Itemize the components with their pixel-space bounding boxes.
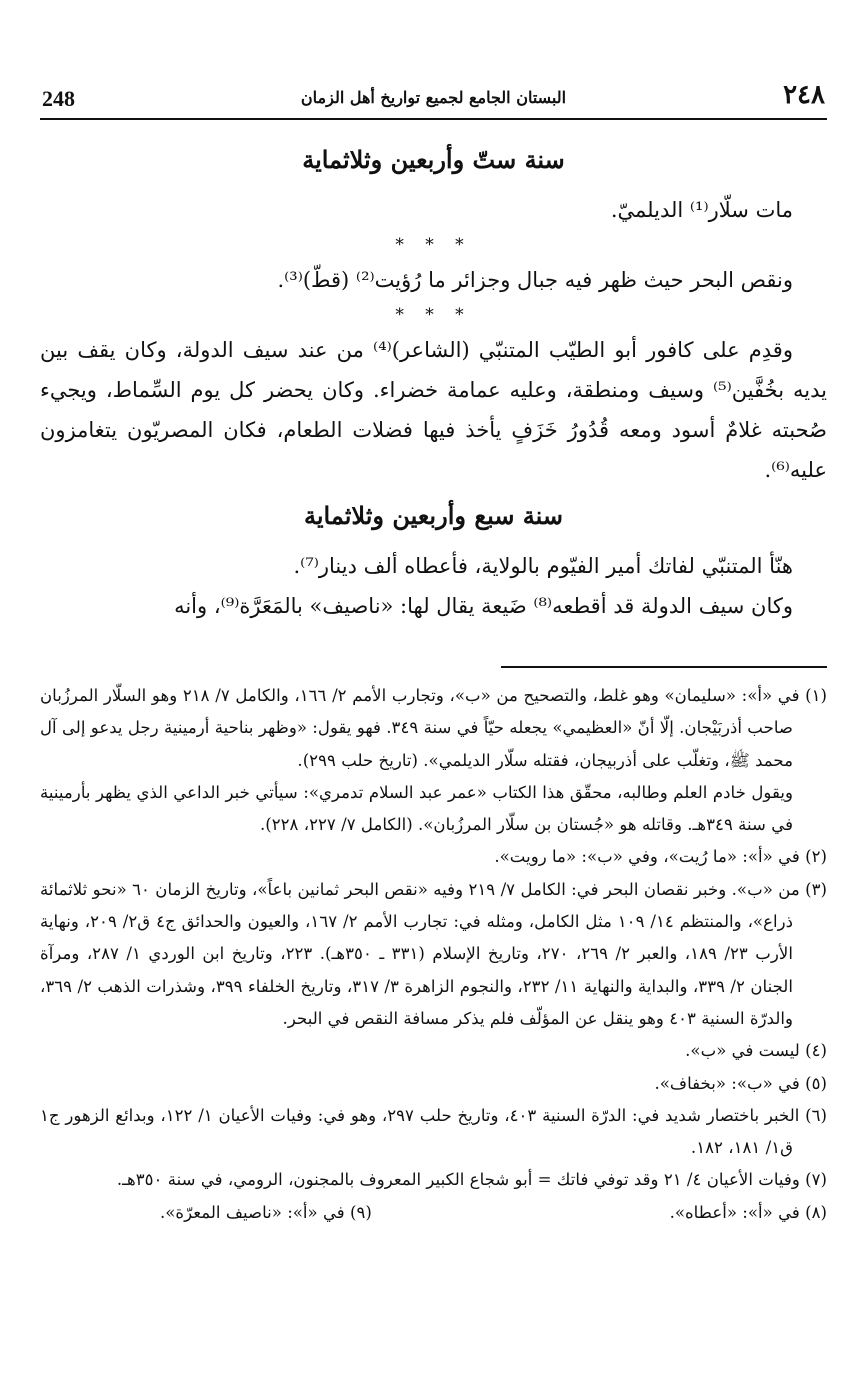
footnote-2: (٢) في «أ»: «ما رُيت»، وفي «ب»: «ما رويت». bbox=[494, 847, 827, 867]
running-header bbox=[40, 78, 827, 120]
footnote-5: (٥) في «ب»: «بخفاف». bbox=[654, 1073, 827, 1093]
paragraph-sallar: مات سلّار⁽¹⁾ الديلميّ. bbox=[610, 198, 793, 222]
footnote-1-continued: ويقول خادم العلم وطالبه، محقّق هذا الكتاب «عمر عبد السلام تدمري»: سيأتي خبر الداعي الذي يظهر بأرمينية في سنة ٣٤٩هـ. وقاتله هو «جُستان بن سلّار المرزُبان». (الكامل ٧/ ٢٢٧، ٢٢٨). bbox=[40, 782, 793, 835]
book-title: البستان الجامع لجميع تواريخ أهل الزمان bbox=[300, 88, 567, 107]
section-separator: * * * bbox=[395, 305, 472, 325]
footnote-9: (٩) في «أ»: «ناصيف المعرّة». bbox=[160, 1202, 372, 1222]
footnote-4: (٤) ليست في «ب». bbox=[685, 1041, 827, 1061]
footnotes bbox=[40, 680, 827, 1229]
footnote-divider bbox=[501, 666, 827, 668]
footnote-3: (٣) من «ب». وخبر نقصان البحر في: الكامل ٧/ ٢١٩ وفيه «نقص البحر ثمانين باعاً»، وتاريخ الزمان ٦٠ «نحو ثلاثمائة ذراع»، والمنتظم ١٤/ ١٠٩ مثل الكامل، ومثله في: تجارب الأمم ٢/ ١٦٧، والعيون والحدائق ج٤ ق٢/ ٢٠٩، ونهاية الأرب ٢٣/ ١٨٩، والعبر ٢/ ٢٦٩، ٢٧٠، وتاريخ الإسلام (٣٣١ ـ ٣٥٠هـ). ٢٢٣، وتاريخ ابن الوردي ١/ ٢٨٧، ومرآة الجنان ٢/ ٣٣٩، والبداية والنهاية ١١/ ٢٣٢، والنجوم الزاهرة ٣/ ٣١٧، وتاريخ الخلفاء ٣٩٩، وشذرات الذهب ٢/ ٣٦٩، والدرّة السنية ٤٠٣ وهو ينقل عن المؤلّف فلم يذكر مسافة النقص في البحر. bbox=[40, 879, 827, 1028]
paragraph-sea: ونقص البحر حيث ظهر فيه جبال وجزائر ما رُؤيت⁽²⁾ (قطّ)⁽³⁾. bbox=[277, 268, 793, 292]
footnote-1: (١) في «أ»: «سليمان» وهو غلط، والتصحيح من «ب»، وتجارب الأمم ٢/ ١٦٦، والكامل ٧/ ٢١٨ وهو السلّار المرزُبان صاحب أذربَيْجان. إلّا أنّ «العظيمي» يجعله حيّاً في سنة ٣٤٩. فهو يقول: «وظهر بناحية أرمينية رجل يدعو إلى آل محمد ﷺ، وتغلّب على أذربيجان، فقتله سلّار الديلمي». (تاريخ حلب ٢٩٩). bbox=[40, 686, 828, 770]
section-separator: * * * bbox=[395, 235, 472, 255]
paragraph-sayf-aldawla: وكان سيف الدولة قد أقطعه⁽⁸⁾ ضَيعة يقال لها: «ناصيف» بالمَعَرَّة⁽⁹⁾، وأنه bbox=[174, 594, 793, 618]
page-number-arabic: ٢٤٨ bbox=[783, 80, 825, 110]
footnote-8: (٨) في «أ»: «أعطاه». bbox=[669, 1202, 827, 1222]
paragraph-mutanabbi: وقدِم على كافور أبو الطيّب المتنبّي (الشاعر)⁽⁴⁾ من عند سيف الدولة، وكان يقف بين يديه بخُفَّين⁽⁵⁾ وسيف ومنطقة، وعليه عمامة خضراء. وكان يحضر كل يوم السِّماط، ويجيء صُحبته غلامٌ أسود ومعه قُدُورُ خَزَفٍ يأخذ فيها فضلات الطعام، فكان المصريّون يتغامزون عليه⁽⁶⁾. bbox=[40, 338, 827, 482]
paragraph-fatik: هنّأ المتنبّي لفاتك أمير الفيّوم بالولاية، فأعطاه ألف دينار⁽⁷⁾. bbox=[293, 554, 793, 578]
year-heading-346: سنة ستّ وأربعين وثلاثماية bbox=[302, 145, 565, 174]
main-text bbox=[40, 140, 827, 626]
footnote-6: (٦) الخبر باختصار شديد في: الدرّة السنية ٤٠٣، وتاريخ حلب ٢٩٧، وهو في: وفيات الأعيان ١/ ١٢٢، وبدائع الزهور ج١ ق١/ ١٨١، ١٨٢. bbox=[40, 1105, 827, 1158]
year-heading-347: سنة سبع وأربعين وثلاثماية bbox=[303, 501, 564, 530]
footnotes-8-9 bbox=[40, 1197, 827, 1229]
footnote-7: (٧) وفيات الأعيان ٤/ ٢١ وقد توفي فاتك = أبو شجاع الكبير المعروف بالمجنون، الرومي، في سنة ٣٥٠هـ. bbox=[116, 1170, 827, 1190]
page-number-latin: 248 bbox=[42, 86, 75, 111]
